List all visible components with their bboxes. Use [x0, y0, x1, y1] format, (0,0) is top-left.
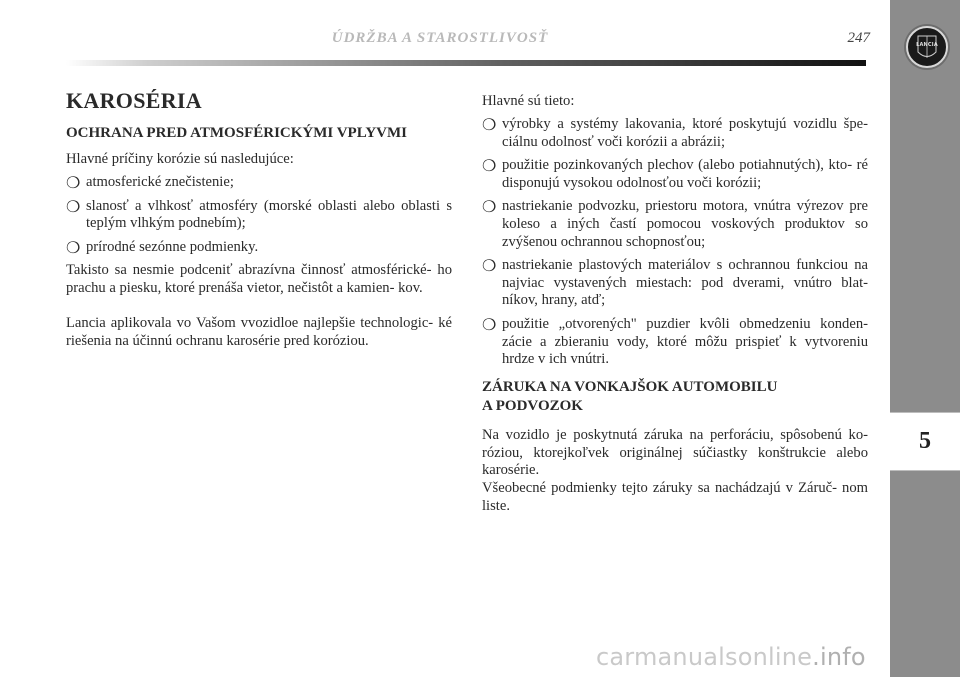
list-item-text: použitie pozinkovaných plechov (alebo potiahnutých), kto- ré disponujú vysokou odolnosťou voči korózii;	[502, 157, 868, 191]
list-item	[482, 316, 868, 369]
list-item-text: nastriekanie plastových materiálov s ochrannou funkciou na najviac vystavených miestach: pod dverami, vnútro blat- níkov, hrany, atď;	[502, 257, 868, 309]
circle-bullet-icon: ❍	[482, 314, 497, 334]
chapter-sidebar	[890, 0, 960, 677]
chapter-number: 5	[919, 428, 931, 454]
tab-divider-bottom	[890, 470, 960, 471]
list-item	[482, 198, 868, 251]
running-header-title: ÚDRŽBA A STAROSTLIVOSŤ	[331, 30, 549, 46]
section-title: KAROSÉRIA	[66, 88, 202, 113]
measures-list	[482, 116, 868, 369]
list-item-text: výrobky a systémy lakovania, ktoré poskytujú vozidlu špe- ciálnu odolnosť voči korózii a abrázii;	[502, 116, 868, 150]
chapter-tab[interactable]	[890, 413, 960, 470]
list-item-text: slanosť a vlhkosť atmosféry (morské oblasti alebo oblasti s teplým vlhkým podnebím);	[86, 197, 452, 232]
causes-intro: Hlavné príčiny korózie sú nasledujúce:	[66, 151, 294, 167]
watermark-text: carmanualsonline	[596, 643, 813, 671]
page-number: 247	[847, 30, 870, 46]
list-item	[66, 174, 452, 192]
warranty-title-line-1: ZÁRUKA NA VONKAJŠOK AUTOMOBILU	[482, 379, 778, 395]
list-item	[66, 239, 452, 257]
abrasion-paragraph: Takisto sa nesmie podceniť abrazívna činnosť atmosférické- ho prachu a piesku, ktoré prenáša vietor, nečistôt a kamien- kov.	[66, 262, 452, 296]
warranty-conditions-paragraph: Všeobecné podmienky tejto záruky sa nachádzajú v Záruč- nom liste.	[482, 480, 868, 514]
measures-intro: Hlavné sú tieto:	[482, 93, 575, 109]
circle-bullet-icon: ❍	[482, 156, 497, 176]
header-rule	[66, 60, 866, 66]
watermark-suffix: .info	[812, 643, 866, 671]
list-item-text: použitie „otvorených" puzdier kvôli obmedzeniu konden- zácie a zbieraniu vody, ktoré môžu prispieť k vytvoreniu hrdze v ich vnútri.	[502, 315, 868, 368]
list-item	[482, 157, 868, 192]
list-item-text: prírodné sezónne podmienky.	[86, 238, 259, 255]
subsection-title: OCHRANA PRED ATMOSFÉRICKÝMI VPLYVMI	[66, 125, 407, 141]
list-item	[66, 198, 452, 233]
circle-bullet-icon: ❍	[482, 115, 497, 134]
circle-bullet-icon: ❍	[482, 197, 497, 217]
watermark	[596, 643, 866, 671]
causes-list	[66, 174, 452, 256]
circle-bullet-icon: ❍	[66, 237, 81, 257]
list-item	[482, 116, 868, 151]
warranty-paragraph: Na vozidlo je poskytnutá záruka na perforáciu, spôsobenú ko- róziou, ktorejkoľvek originálnej súčiastky konštrukcie alebo karosérie.	[482, 427, 868, 479]
list-item-text: atmosferické znečistenie;	[86, 174, 234, 190]
circle-bullet-icon: ❍	[66, 196, 81, 216]
warranty-title-line-2: A PODVOZOK	[482, 398, 583, 414]
circle-bullet-icon: ❍	[482, 256, 497, 276]
logo-wordmark: LANCIA	[916, 42, 938, 48]
list-item	[482, 257, 868, 310]
brand-logo-icon	[906, 26, 948, 68]
lancia-paragraph: Lancia aplikovala vo Vašom vvozidloe najlepšie technologic- ké riešenia na účinnú ochranu karosérie pred koróziou.	[66, 315, 452, 349]
circle-bullet-icon: ❍	[66, 173, 81, 192]
list-item-text: nastriekanie podvozku, priestoru motora, vnútra výrezov pre koleso a iných častí pomocou voskových produktov so zvýšenou ochrannou schopnosťou;	[502, 198, 868, 250]
